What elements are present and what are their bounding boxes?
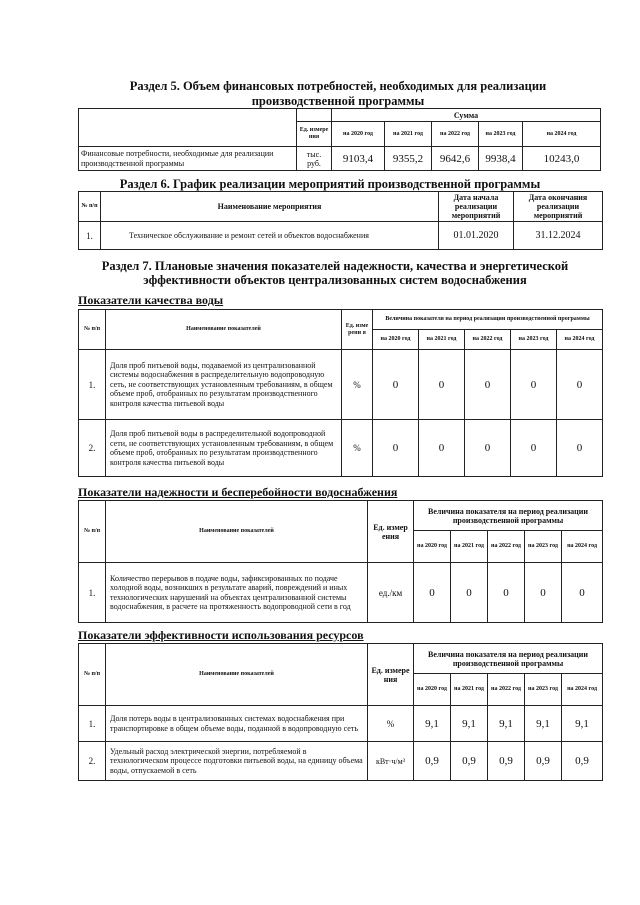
quality-value: 0 [465, 350, 511, 420]
fin-value: 9355,2 [385, 147, 432, 171]
fin-header-unit: Ед. измере ния [297, 122, 332, 147]
efficiency-header-num: № п/п [79, 644, 106, 706]
section5-title-line2: производственной программы [251, 94, 425, 108]
reliability-row-name: Количество перерывов в подаче воды, зафиксированных по подаче холодной воды, возникших в результате аварий, повреждений и иных технологических нарушений на объектах централизованной системы водоснабжения, в расчете на протяженность водопроводной сети в год [106, 563, 368, 623]
quality-year: на 2022 год [465, 330, 511, 350]
reliability-year: на 2022 год [488, 531, 525, 563]
schedule-header-end: Дата окончания реализации мероприятий [514, 192, 603, 222]
quality-header-name: Наименование показателей [106, 310, 342, 350]
quality-year: на 2020 год [373, 330, 419, 350]
efficiency-row-unit: % [368, 706, 414, 742]
efficiency-title: Показатели эффективности использования ресурсов [78, 628, 364, 642]
efficiency-table [78, 643, 603, 781]
efficiency-row-num: 1. [79, 706, 106, 742]
schedule-row-num: 1. [79, 222, 101, 250]
fin-year: на 2022 год [432, 122, 479, 147]
efficiency-row-name: Удельный расход электрической энергии, потребляемой в технологическом процессе подготовки питьевой воды, на единицу объема воды, отпускаемой в сеть [106, 742, 368, 781]
schedule-header-start: Дата начала реализации мероприятий [439, 192, 514, 222]
schedule-table [78, 191, 603, 250]
quality-row-num: 1. [79, 350, 106, 420]
reliability-year: на 2023 год [525, 531, 562, 563]
quality-row-name: Доля проб питьевой воды, подаваемой из централизованной системы водоснабжения в распределительную водопроводную сеть, не соответствующих установленным требованиям, в общем объеме проб, отобранных по результатам производственного контроля качества питьевой воды [106, 350, 342, 420]
efficiency-value: 9,1 [525, 706, 562, 742]
quality-row-unit: % [342, 420, 373, 477]
efficiency-value: 0,9 [525, 742, 562, 781]
efficiency-row-name: Доля потерь воды в централизованных системах водоснабжения при транспортировке в общем объеме воды, поданной в водопроводную сеть [106, 706, 368, 742]
table-row [79, 350, 603, 420]
fin-year: на 2021 год [385, 122, 432, 147]
table-row [79, 742, 603, 781]
reliability-header-name: Наименование показателей [106, 501, 368, 563]
reliability-year: на 2021 год [451, 531, 488, 563]
quality-value: 0 [557, 420, 603, 477]
fin-year: на 2020 год [332, 122, 385, 147]
reliability-header-value: Величина показателя на период реализации производственной программы [414, 501, 603, 531]
efficiency-value: 9,1 [414, 706, 451, 742]
quality-value: 0 [465, 420, 511, 477]
reliability-header-unit: Ед. измер ения [368, 501, 414, 563]
quality-row-unit: % [342, 350, 373, 420]
quality-value: 0 [511, 420, 557, 477]
fin-value: 10243,0 [523, 147, 601, 171]
fin-value: 9642,6 [432, 147, 479, 171]
efficiency-header-unit: Ед. измере ния [368, 644, 414, 706]
reliability-header-num: № п/п [79, 501, 106, 563]
schedule-row-name: Техническое обслуживание и ремонт сетей и объектов водоснабжения [101, 222, 439, 250]
quality-year: на 2021 год [419, 330, 465, 350]
quality-value: 0 [419, 350, 465, 420]
efficiency-value: 0,9 [414, 742, 451, 781]
efficiency-value: 9,1 [451, 706, 488, 742]
reliability-value: 0 [488, 563, 525, 623]
quality-title: Показатели качества воды [78, 293, 224, 307]
quality-year: на 2023 год [511, 330, 557, 350]
table-row [79, 563, 603, 623]
efficiency-year: на 2023 год [525, 674, 562, 706]
efficiency-value: 0,9 [562, 742, 603, 781]
quality-value: 0 [557, 350, 603, 420]
quality-header-unit: Ед. изме рени я [342, 310, 373, 350]
schedule-header-num: № п/п [79, 192, 101, 222]
efficiency-header-value: Величина показателя на период реализации производственной программы [414, 644, 603, 674]
quality-row-name: Доля проб питьевой воды в распределительной водопроводной сети, не соответствующих установленным требованиям, в общем объеме проб, отобранных по результатам производственного контроля качества питьевой воды [106, 420, 342, 477]
quality-value: 0 [373, 420, 419, 477]
quality-value: 0 [419, 420, 465, 477]
section7-title-line1: Раздел 7. Плановые значения показателей надежности, качества и энергетической [101, 259, 569, 273]
reliability-value: 0 [451, 563, 488, 623]
quality-year: на 2024 год [557, 330, 603, 350]
reliability-year: на 2024 год [562, 531, 603, 563]
section5-title-line1: Раздел 5. Объем финансовых потребностей, необходимых для реализации [129, 79, 547, 93]
section7-title-line2: эффективности объектов централизованных систем водоснабжения [143, 273, 527, 287]
reliability-year: на 2020 год [414, 531, 451, 563]
efficiency-value: 0,9 [488, 742, 525, 781]
quality-value: 0 [511, 350, 557, 420]
efficiency-row-num: 2. [79, 742, 106, 781]
efficiency-year: на 2020 год [414, 674, 451, 706]
quality-header-num: № п/п [79, 310, 106, 350]
fin-year: на 2023 год [479, 122, 523, 147]
financial-table [78, 108, 601, 171]
quality-header-value: Величина показателя на период реализации производственной программы [373, 310, 603, 330]
efficiency-row-unit: кВт·ч/м³ [368, 742, 414, 781]
reliability-row-unit: ед./км [368, 563, 414, 623]
quality-row-num: 2. [79, 420, 106, 477]
schedule-row-start: 01.01.2020 [439, 222, 514, 250]
table-row [79, 706, 603, 742]
reliability-title: Показатели надежности и бесперебойности водоснабжения [78, 485, 398, 499]
efficiency-value: 9,1 [562, 706, 603, 742]
fin-year: на 2024 год [523, 122, 601, 147]
efficiency-header-name: Наименование показателей [106, 644, 368, 706]
efficiency-year: на 2021 год [451, 674, 488, 706]
section6-title: Раздел 6. График реализации мероприятий производственной программы [119, 177, 541, 191]
fin-row-name: Финансовые потребности, необходимые для реализации производственной программы [79, 147, 297, 171]
reliability-table [78, 500, 603, 623]
efficiency-year: на 2022 год [488, 674, 525, 706]
reliability-value: 0 [562, 563, 603, 623]
fin-header-empty [79, 109, 297, 147]
schedule-header-name: Наименование мероприятия [101, 192, 439, 222]
fin-row-unit: тыс. руб. [297, 147, 332, 171]
quality-value: 0 [373, 350, 419, 420]
fin-value: 9103,4 [332, 147, 385, 171]
schedule-row-end: 31.12.2024 [514, 222, 603, 250]
table-row [79, 420, 603, 477]
efficiency-year: на 2024 год [562, 674, 603, 706]
efficiency-value: 0,9 [451, 742, 488, 781]
quality-table [78, 309, 603, 477]
fin-header-unit-1 [297, 109, 332, 122]
reliability-row-num: 1. [79, 563, 106, 623]
reliability-value: 0 [525, 563, 562, 623]
efficiency-value: 9,1 [488, 706, 525, 742]
reliability-value: 0 [414, 563, 451, 623]
fin-value: 9938,4 [479, 147, 523, 171]
fin-header-sum: Сумма [332, 109, 601, 122]
